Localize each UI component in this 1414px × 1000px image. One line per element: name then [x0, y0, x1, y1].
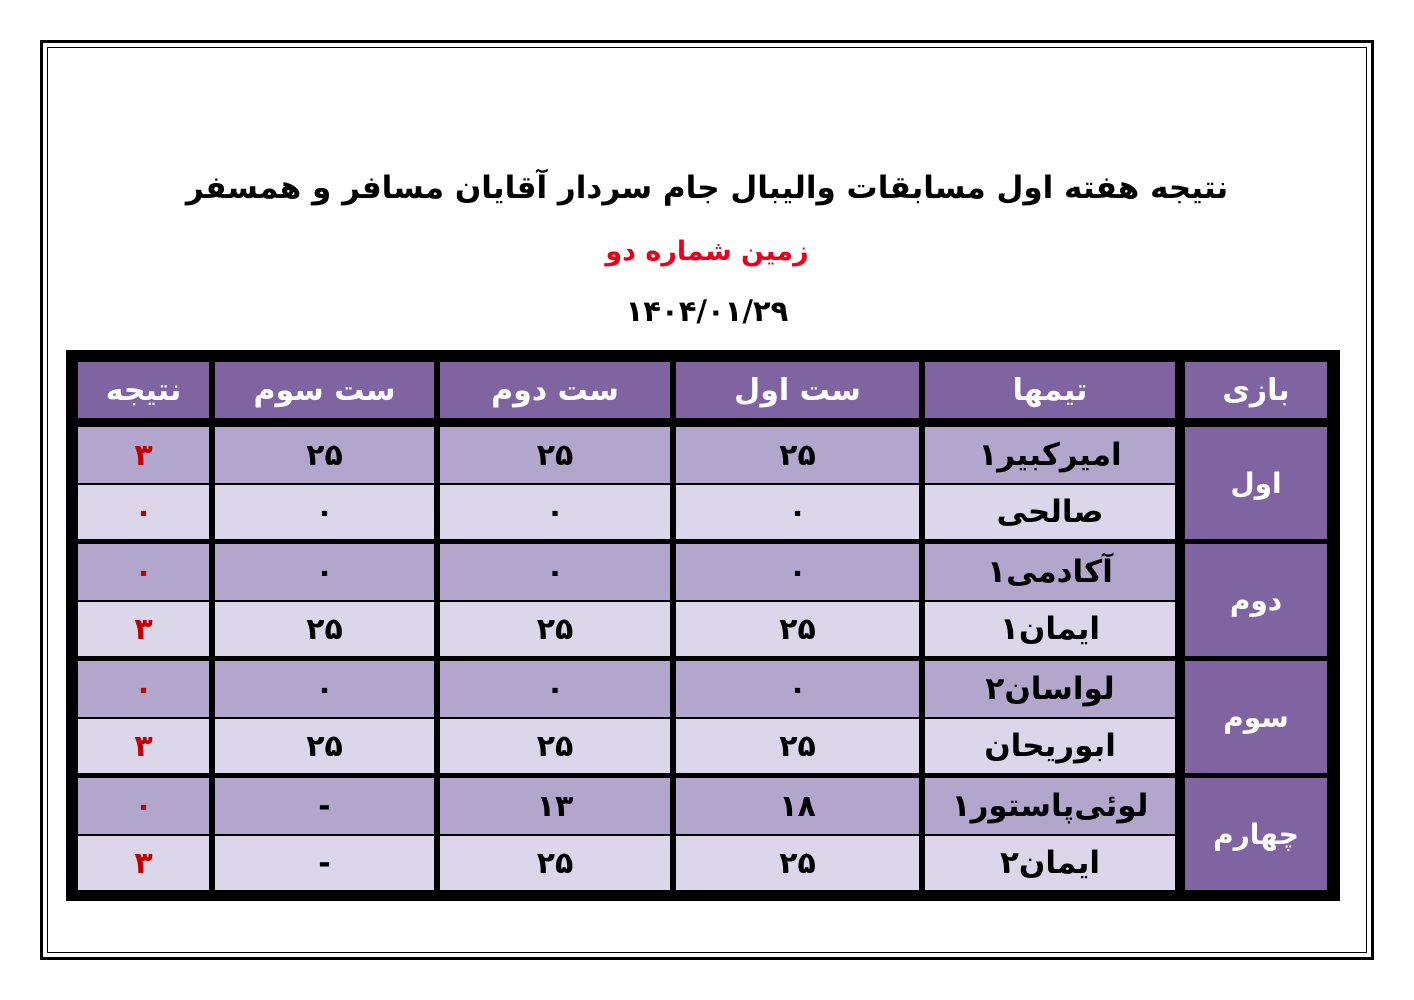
team-name-cell: لواسان۲: [925, 661, 1175, 717]
set1-score-cell: ۲۵: [676, 602, 919, 656]
set1-score-cell: ۰: [676, 544, 919, 600]
set1-score-cell: ۲۵: [676, 427, 919, 483]
set2-score-cell: ۰: [440, 661, 670, 717]
set3-score-cell: -: [215, 778, 434, 834]
team-name-cell: آکادمی۱: [925, 544, 1175, 600]
header-set2: ست دوم: [440, 362, 670, 418]
set3-score-cell: ۲۵: [215, 719, 434, 773]
game-label: سوم: [1185, 661, 1327, 773]
court-subtitle: زمین شماره دو: [605, 236, 809, 267]
set3-score-cell: ۰: [215, 485, 434, 539]
result-cell: ۳: [78, 836, 209, 890]
set2-score-cell: ۲۵: [440, 836, 670, 890]
set2-score-cell: ۲۵: [440, 719, 670, 773]
team-name-cell: ایمان۱: [925, 602, 1175, 656]
set2-score-cell: ۰: [440, 485, 670, 539]
set1-score-cell: ۱۸: [676, 778, 919, 834]
header-game: بازی: [1185, 362, 1327, 418]
page-title: نتیجه هفته اول مسابقات والیبال جام سردار آقایان مسافر و همسفر: [185, 170, 1229, 206]
team-name-cell: لوئی‌پاستور۱: [925, 778, 1175, 834]
game-label: دوم: [1185, 544, 1327, 656]
set2-score-cell: ۲۵: [440, 427, 670, 483]
result-cell: ۳: [78, 427, 209, 483]
team-name-cell: ابوریحان: [925, 719, 1175, 773]
set1-score-cell: ۲۵: [676, 719, 919, 773]
result-cell: ۰: [78, 544, 209, 600]
set1-score-cell: ۲۵: [676, 836, 919, 890]
team-name-cell: امیرکبیر۱: [925, 427, 1175, 483]
set3-score-cell: ۲۵: [215, 427, 434, 483]
set2-score-cell: ۲۵: [440, 602, 670, 656]
game-label: اول: [1185, 427, 1327, 539]
header-set1: ست اول: [676, 362, 919, 418]
result-cell: ۰: [78, 778, 209, 834]
game-label: چهارم: [1185, 778, 1327, 890]
result-cell: ۰: [78, 485, 209, 539]
set3-score-cell: ۲۵: [215, 602, 434, 656]
header-teams: تیمها: [925, 362, 1175, 418]
set3-score-cell: -: [215, 836, 434, 890]
header-set3: ست سوم: [215, 362, 434, 418]
results-table: [66, 350, 1340, 901]
team-name-cell: صالحی: [925, 485, 1175, 539]
set3-score-cell: ۰: [215, 661, 434, 717]
set1-score-cell: ۰: [676, 661, 919, 717]
result-cell: ۳: [78, 719, 209, 773]
header-result: نتیجه: [78, 362, 209, 418]
set3-score-cell: ۰: [215, 544, 434, 600]
result-cell: ۳: [78, 602, 209, 656]
set2-score-cell: ۰: [440, 544, 670, 600]
team-name-cell: ایمان۲: [925, 836, 1175, 890]
result-cell: ۰: [78, 661, 209, 717]
match-date: ۱۴۰۴/۰۱/۲۹: [625, 294, 789, 328]
set2-score-cell: ۱۳: [440, 778, 670, 834]
set1-score-cell: ۰: [676, 485, 919, 539]
